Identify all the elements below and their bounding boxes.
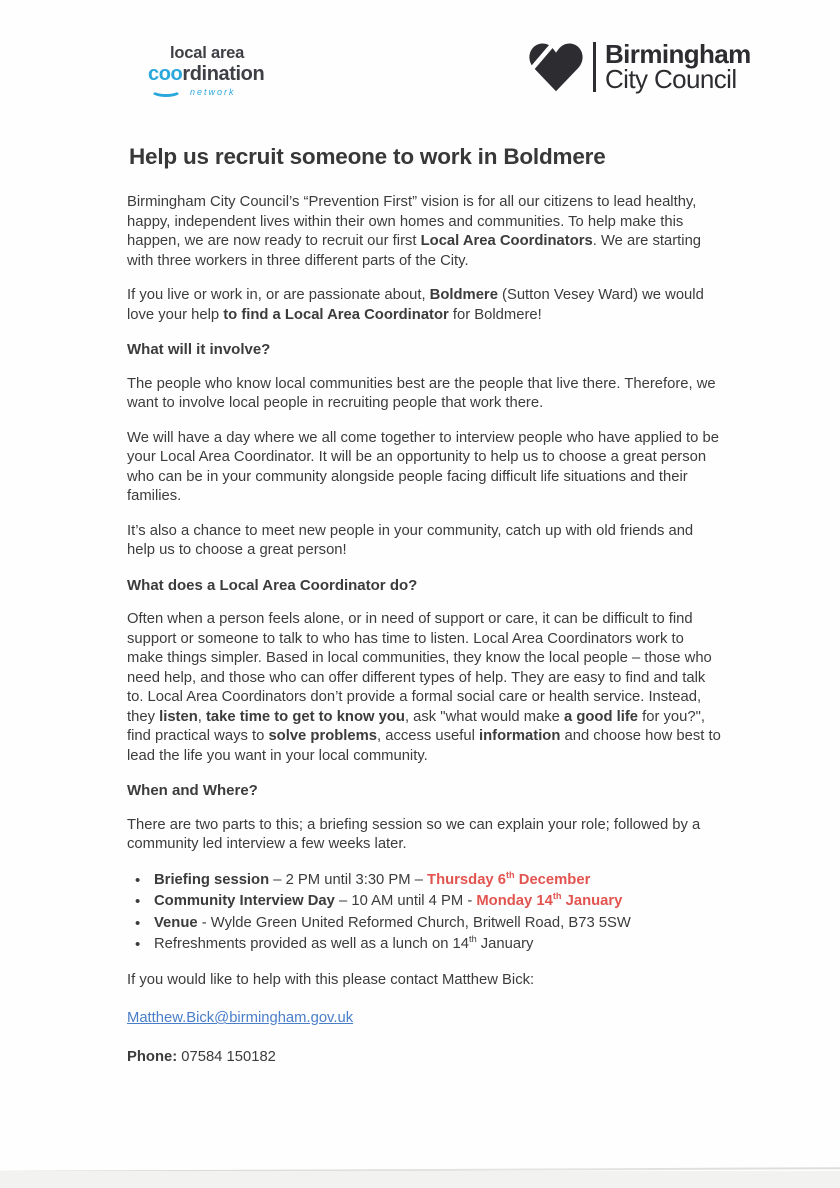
bcc-heart-icon — [528, 40, 584, 94]
section-heading-what-does-lac-do: What does a Local Area Coordinator do? — [127, 576, 418, 594]
lac-logo-coo: coo — [148, 63, 183, 85]
paragraph-contact: If you would like to help with this please contact Matthew Bick: — [127, 971, 535, 988]
paragraph-boldmere: If you live or work in, or are passionate about, Boldmere (Sutton Vesey Ward) we would love your help to find a Local Area Coordinator for Boldmere! — [127, 287, 704, 323]
paragraph-chance: It’s also a chance to meet new people in your community, catch up with old friends and help us to choose a great person! — [127, 522, 694, 558]
email-link[interactable]: Matthew.Bick@birmingham.gov.uk — [127, 1010, 354, 1026]
email-line — [127, 1005, 723, 1029]
birmingham-city-council-logo — [528, 40, 751, 94]
bcc-logo-wordmark — [605, 39, 751, 94]
document-title: Help us recruit someone to work in Boldmere — [129, 144, 606, 169]
scan-edge-shadow — [0, 1171, 840, 1188]
phone-line: Phone: 07584 150182 — [127, 1048, 276, 1065]
paragraph-intro: Birmingham City Council’s “Prevention First” vision is for all our citizens to lead healthy, happy, independent lives within their own homes and communities. To help make this happen, we are now ready to recruit our first Local Area Coordinators. We are starting with three workers in three different parts of the City. — [127, 194, 702, 269]
paragraph-people-know: The people who know local communities best are the people that live there. Therefore, we want to involve local people in recruiting people that work there. — [127, 375, 716, 411]
paragraph-two-parts: There are two parts to this; a briefing session so we can explain your role; followed by a community led interview a few weeks later. — [127, 816, 701, 852]
event-details-list — [127, 870, 723, 956]
bcc-logo-name-line2: City Council — [605, 64, 737, 94]
lac-logo-rdination: rdination — [182, 63, 265, 85]
section-heading-what-will-it-involve: What will it involve? — [127, 341, 271, 358]
lac-logo-line1: local area — [170, 44, 245, 62]
bcc-logo-divider — [593, 42, 596, 92]
list-item-venue: • Venue - Wylde Green United Reformed Church, Britwell Road, B73 5SW — [127, 913, 723, 935]
lac-logo-network-tagline: network — [190, 87, 236, 97]
bcc-logo-name-line1: Birmingham — [605, 39, 751, 69]
document-body — [127, 143, 723, 1067]
list-item-community-interview-day: • Community Interview Day – 10 AM until 4 PM - Monday 14th January — [127, 891, 723, 913]
section-heading-when-and-where: When and Where? — [127, 782, 258, 799]
paragraph-interview-day: We will have a day where we all come together to interview people who have applied to be your Local Area Coordinator. It will be an opportunity to help us to choose a great person who can be in your community alongside people facing difficult life situations and their families. — [127, 429, 719, 504]
lac-logo-smile-icon — [150, 83, 182, 97]
list-item-refreshments: • Refreshments provided as well as a lunch on 14th January — [127, 934, 723, 956]
paragraph-often: Often when a person feels alone, or in need of support or care, it can be difficult to find support or someone to talk to who has time to listen. Local Area Coordinators work to make things simpler. Based in local communities, they know the local people – those who need help, and those who can offer different types of help. They are easy to find and talk to. Local Area Coordinators don’t provide a formal social care or health service. Instead, they listen, take time to get to know you, ask "what would make a good life for you?", find practical ways to solve problems, access useful information and choose how best to lead the life you want in your local community. — [127, 611, 721, 764]
list-item-briefing-session: • Briefing session – 2 PM until 3:30 PM – Thursday 6th December — [127, 870, 723, 892]
